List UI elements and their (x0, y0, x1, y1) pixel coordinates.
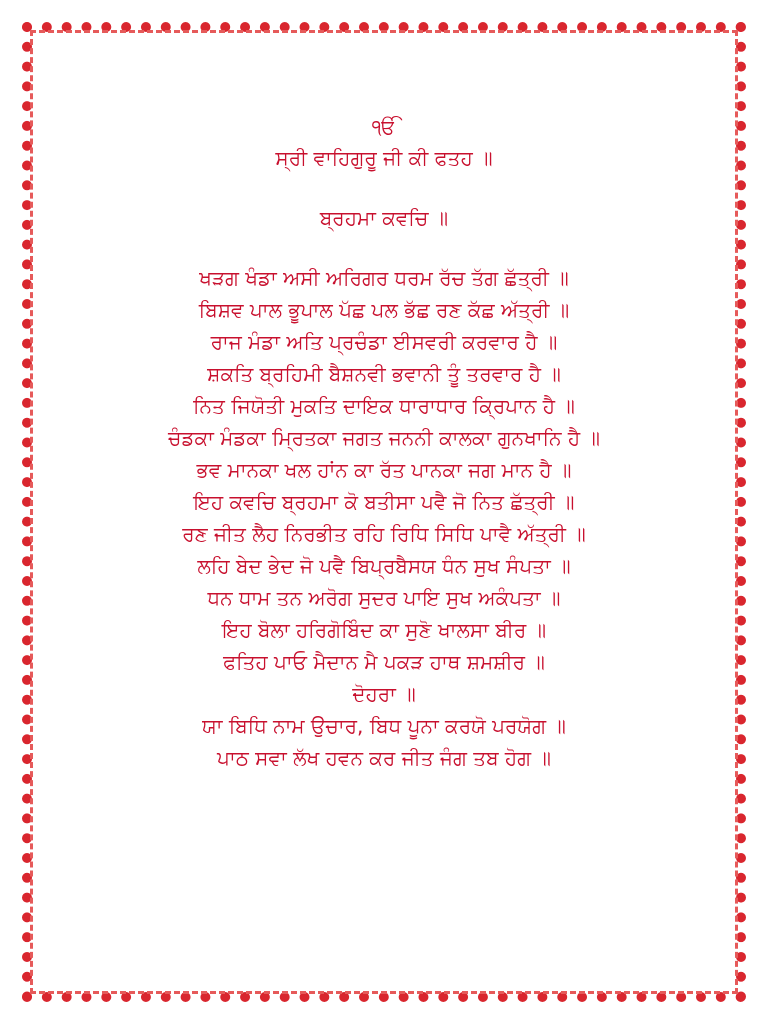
verse-line: ਰਾਜ ਮੰਡਾ ਅਤਿ ਪ੍ਰਚੰਡਾ ਈਸਵਰੀ ਕਰਵਾਰ ਹੈ ॥ (210, 330, 558, 354)
verse-line: ਭਵ ਮਾਨਕਾ ਖਲ ਹਾਂਨ ਕਾ ਰੱਤ ਪਾਨਕਾ ਜਗ ਮਾਨ ਹੈ ॥ (196, 458, 572, 482)
verse-line: ਰਣ ਜੀਤ ਲੈਹ ਨਿਰਭੀਤ ਰਹਿ ਰਿਧਿ ਸਿਧਿ ਪਾਵੈ ਅੱਤ੍ਰੀ ॥ (182, 522, 586, 546)
ik-onkar-symbol: ੴ (371, 115, 397, 139)
verse-line: ਫਤਿਹ ਪਾਓ ਮੈਦਾਨ ਮੈ ਪਕੜ ਹਾਥ ਸ਼ਮਸ਼ੀਰ ॥ (223, 650, 545, 674)
document-body (60, 112, 708, 774)
greeting-line: ਸ੍ਰੀ ਵਾਹਿਗੁਰੂ ਜੀ ਕੀ ਫਤਹ ॥ (275, 146, 493, 170)
verse-line: ਇਹ ਬੋਲਾ ਹਰਿਗੋਬਿੰਦ ਕਾ ਸੁਣੋ ਖਾਲਸਾ ਬੀਰ ॥ (221, 618, 547, 642)
section-title: ਬ੍ਰਹਮਾ ਕਵਚਿ ॥ (319, 206, 449, 230)
verse-line: ਸ਼ਕਤਿ ਬ੍ਰਹਿਮੀ ਬੈਸ਼ਨਵੀ ਭਵਾਨੀ ਤੂੰ ਤਰਵਾਰ ਹੈ ॥ (207, 362, 561, 386)
dohra-heading: ਦੋਹਰਾ ॥ (352, 682, 416, 706)
verse-line: ਧਨ ਧਾਮ ਤਨ ਅਰੋਗ ਸੁਦਰ ਪਾਇ ਸੁਖ ਅਕੰਪਤਾ ॥ (207, 586, 561, 610)
verse-line: ਬਿਸ਼ਵ ਪਾਲ ਭੂਪਾਲ ਪੱਛ ਪਲ ਭੱਛ ਰਣ ਕੱਛ ਅੱਤ੍ਰੀ ॥ (198, 298, 570, 322)
verse-line: ਪਾਠ ਸਵਾ ਲੱਖ ਹਵਨ ਕਰ ਜੀਤ ਜੰਗ ਤਬ ਹੋਗ ॥ (217, 746, 551, 770)
verse-line: ਚੰਡਕਾ ਮੰਡਕਾ ਮ੍ਰਿਤਕਾ ਜਗਤ ਜਨਨੀ ਕਾਲਕਾ ਗੁਨਖਾਨਿ ਹੈ ॥ (168, 426, 600, 450)
verse-line: ਨਿਤ ਜਿਯੋਤੀ ਮੁਕਤਿ ਦਾਇਕ ਧਾਰਾਧਾਰ ਕ੍ਰਿਪਾਨ ਹੈ ॥ (193, 394, 575, 418)
verse-line: ਲਹਿ ਬੇਦ ਭੇਦ ਜੋ ਪਵੈ ਬਿਪ੍ਰਬੈਸਯ ਧੰਨ ਸੁਖ ਸੰਪਤਾ ॥ (197, 554, 571, 578)
verse-line: ਇਹ ਕਵਚਿ ਬ੍ਰਹਮਾ ਕੋ ਬਤੀਸਾ ਪਵੈ ਜੋ ਨਿਤ ਛੱਤ੍ਰੀ ॥ (193, 490, 575, 514)
verse-line: ਯਾ ਬਿਧਿ ਨਾਮ ਉਚਾਰ, ਬਿਧ ਪੂਨਾ ਕਰਯੋ ਪਰਯੋਗ ॥ (202, 714, 566, 738)
verse-line: ਖੜਗ ਖੰਡਾ ਅਸੀ ਅਰਿਗਰ ਧਰਮ ਰੱਚ ਤੱਗ ਛੱਤ੍ਰੀ ॥ (199, 266, 569, 290)
